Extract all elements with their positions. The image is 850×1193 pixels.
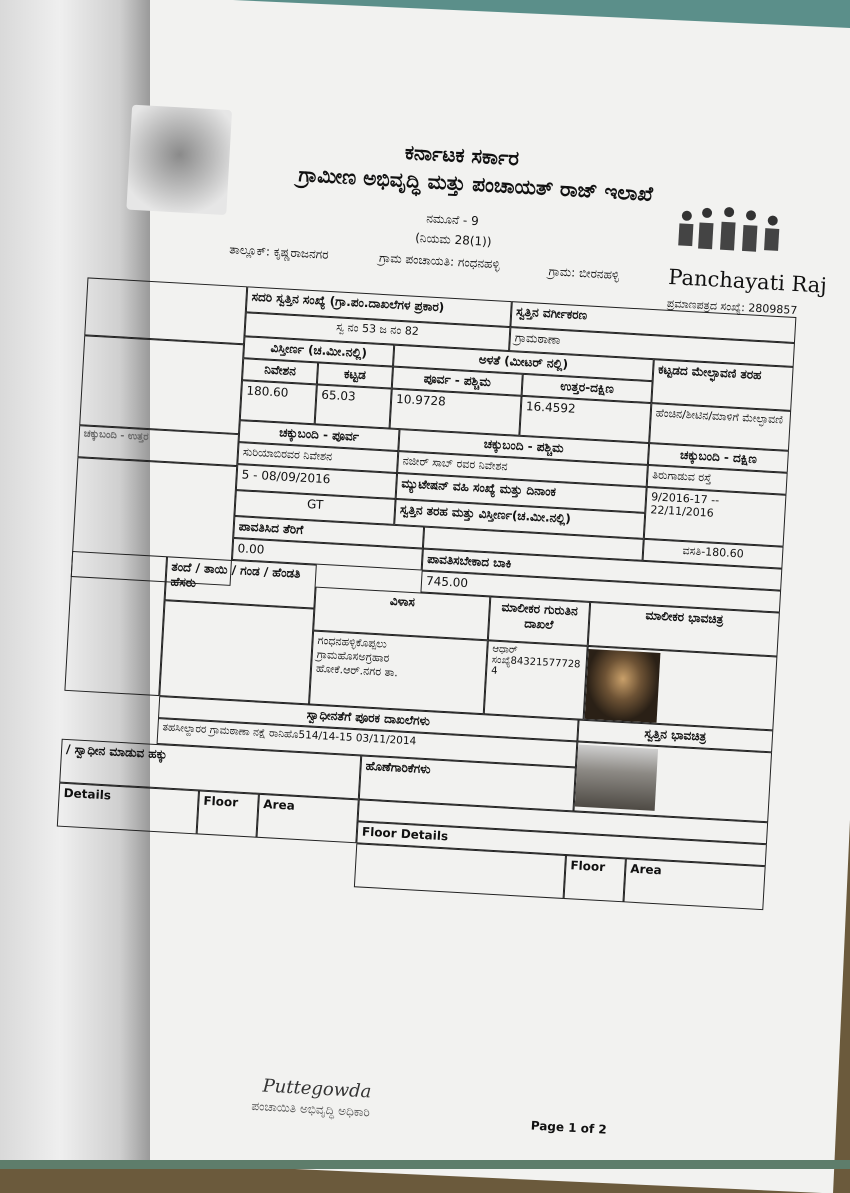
address-line: ಹೋಕೆ.ಆರ್.ನಗರ ತಾ. — [315, 661, 399, 680]
floor-label: Floor — [564, 855, 626, 902]
paid-tax-label: ಪಾವತಿಸಿದ ತೆರಿಗೆ — [233, 516, 424, 549]
owner-id-label: ಮಾಲೀಕರ ಗುರುತಿನ ದಾಖಲೆ — [488, 596, 590, 646]
owner-photo — [585, 649, 661, 723]
floor-details-label: Floor Details — [356, 821, 767, 866]
east-west-value: 10.9728 — [390, 389, 522, 436]
property-photo — [575, 745, 658, 811]
desk-bottom — [0, 1160, 850, 1169]
left-floor-label: Floor — [197, 790, 259, 837]
property-type-value: ವಸತಿ-180.60 — [643, 539, 784, 569]
rule-number: (ನಿಯಮ 28(1)) — [414, 230, 492, 249]
south-boundary-value: ತಿರುಗಾಡುವ ರಸ್ತೆ — [647, 465, 788, 495]
address-label: ವಿಳಾಸ — [313, 587, 490, 641]
form-number: ನಮೂನೆ - 9 — [425, 211, 480, 229]
signature-designation: ಪಂಚಾಯಿತಿ ಅಭಿವೃದ್ಧಿ ಅಧಿಕಾರಿ — [251, 1098, 371, 1120]
site-label: ನಿವೇಶನ — [242, 358, 318, 384]
owner-name-blur — [64, 551, 167, 696]
owner-photo-label: ಮಾಲೀಕರ ಭಾವಚಿತ್ರ — [588, 602, 780, 657]
left-blur-cell — [79, 335, 244, 434]
department-title: ಗ್ರಾಮೀಣ ಅಭಿವೃದ್ಧಿ ಮತ್ತು ಪಂಚಾಯತ್ ರಾಜ್ ಇಲಾಖೆ — [297, 162, 654, 206]
panchayati-raj-text: Panchayati Raj — [667, 264, 828, 298]
property-photo-label: ಸ್ವತ್ತಿನ ಭಾವಚಿತ್ರ — [577, 720, 773, 753]
parent-name-label: ತಂದೆ / ತಾಯಿ / ಗಂಡ / ಹೆಂಡತಿ ಹೆಸರು — [165, 556, 317, 608]
address-line: ಗಂಧನಹಳ್ಳಿಕೊಪ್ಪಲು — [317, 633, 388, 651]
certificate-number: ಪ್ರಮಾಣಪತ್ರದ ಸಂಖ್ಯೆ: 2809857 — [666, 296, 798, 318]
left-details-label: Details — [57, 783, 199, 835]
classification-label: ಸ್ವತ್ತಿನ ವರ್ಗೀಕರಣ — [510, 301, 796, 343]
east-boundary-value: ಸುರಿಯಾಬಿರವರ ನಿವೇಶನ — [237, 442, 398, 473]
address-line: ಗ್ರಾಮಹೊಸಅಗ್ರಹಾರ — [316, 647, 390, 665]
property-type-label: ಸ್ವತ್ತಿನ ತರಹ ಮತ್ತು ವಿಸ್ತೀರ್ಣ(ಚ.ಮೀ.ನಲ್ಲಿ) — [394, 499, 645, 539]
south-boundary-label: ಚಕ್ಕುಬಂದಿ - ದಕ್ಷಿಣ — [648, 443, 789, 473]
west-boundary-value: ನಜೀರ್ ಸಾಬ್ ರವರ ನಿವೇಶನ — [397, 451, 648, 487]
west-boundary-label: ಚಕ್ಕುಬಂದಿ - ಪಶ್ಚಿಮ — [398, 429, 649, 465]
document-page — [63, 55, 839, 1192]
owner-photo-cell — [584, 646, 778, 730]
state-emblem-icon — [126, 105, 232, 215]
property-number-label: ಸದರಿ ಸ್ವತ್ತಿನ ಸಂಖ್ಯೆ (ಗ್ರಾ.ಪಂ.ದಾಖಲೆಗಳ ಪ್ರಕಾರ) — [246, 286, 512, 327]
gt-value: GT — [234, 490, 395, 525]
measure-label: ಅಳತೆ (ಮೀಟರ್ ನಲ್ಲಿ) — [393, 345, 654, 381]
page-number: Page 1 of 2 — [530, 1118, 608, 1137]
site-area-value: 180.60 — [240, 380, 317, 424]
village-label: ಗ್ರಾಮ: ಬೀರನಹಳ್ಳಿ — [548, 264, 620, 283]
address-value — [309, 631, 488, 715]
classification-value: ಗ್ರಾಮಠಾಣಾ — [509, 327, 795, 367]
property-photo-cell — [573, 741, 772, 822]
left-blur-cell — [84, 277, 247, 344]
gram-panchayat-label: ಗ್ರಾಮ ಪಂಚಾಯತಿ: ಗಂಧನಹಳ್ಳಿ — [378, 250, 501, 272]
signature-scribble: Puttegowda — [262, 1075, 372, 1103]
liabilities-label: ಹೊಣೆಗಾರಿಕೆಗಳು — [359, 755, 576, 811]
area-label: ವಿಸ್ತೀರ್ಣ (ಚ.ಮೀ.ನಲ್ಲಿ) — [243, 336, 394, 366]
possession-docs-label: ಸ್ವಾಧೀನತೆಗೆ ಪೂರಕ ದಾಖಲೆಗಳು — [158, 696, 579, 741]
owner-id-value: ಆಧಾರ್ ಸಂಖ್ಯೆ84321577728 4 — [484, 640, 588, 719]
area-en-label: Area — [623, 858, 765, 910]
property-number-value: ಸ್ವ ನಂ 53 ಜ ನಂ 82 — [244, 312, 510, 351]
taluk-label: ತಾಲ್ಲೂಕ್: ಕೃಷ್ಣರಾಜನಗರ — [228, 242, 329, 262]
east-west-label: ಪೂರ್ವ - ಪಶ್ಚಿಮ — [392, 367, 523, 396]
state-title: ಕರ್ನಾಟಕ ಸರ್ಕಾರ — [404, 139, 520, 171]
north-boundary-label: ಚಕ್ಕುಬಂದಿ - ಉತ್ತರ — [77, 425, 239, 466]
parent-name-value — [159, 600, 314, 704]
property-table — [65, 279, 796, 1076]
east-boundary-label: ಚಕ್ಕುಬಂದಿ - ಪೂರ್ವ — [239, 420, 400, 451]
possession-docs-value: ತಹಸೀಲ್ದಾರರ ಗ್ರಾಮಠಾಣಾ ನಕ್ಷೆ ರಾನಿಹೊ514/14-15 03/11/2014 — [157, 718, 578, 767]
north-south-label: ಉತ್ತರ-ದಕ್ಷಿಣ — [522, 374, 653, 403]
right-label: / ಸ್ವಾಧೀನ ಮಾಡುವ ಹಕ್ಕು — [59, 739, 361, 800]
roof-label: ಕಟ್ಟಡದ ಮೇಲ್ಛಾವಣಿ ತರಹ — [651, 359, 793, 411]
due-label: ಪಾವತಿಸಬೇಕಾದ ಬಾಕಿ — [422, 549, 783, 591]
due-value: 745.00 — [420, 571, 781, 613]
resolution-value: 5 - 08/09/2016 — [236, 464, 397, 499]
mutation-label: ಮ್ಯುಟೇಷನ್ ವಹಿ ಸಂಖ್ಯೆ ಮತ್ತು ದಿನಾಂಕ — [396, 473, 647, 513]
paid-tax-value: 0.00 — [232, 538, 423, 571]
building-label: ಕಟ್ಟಡ — [317, 362, 393, 388]
roof-value: ಹೆಂಚಿನ/ಶೀಟಿನ/ಮಾಳಿಗೆ ಮೇಲ್ಛಾವಣಿ — [649, 403, 791, 451]
panchayati-raj-logo-icon — [675, 203, 798, 260]
building-area-value: 65.03 — [315, 384, 392, 428]
mutation-value: 9/2016-17 -- 22/11/2016 — [644, 487, 787, 547]
north-south-value: 16.4592 — [519, 396, 651, 443]
left-area-label: Area — [256, 794, 358, 844]
